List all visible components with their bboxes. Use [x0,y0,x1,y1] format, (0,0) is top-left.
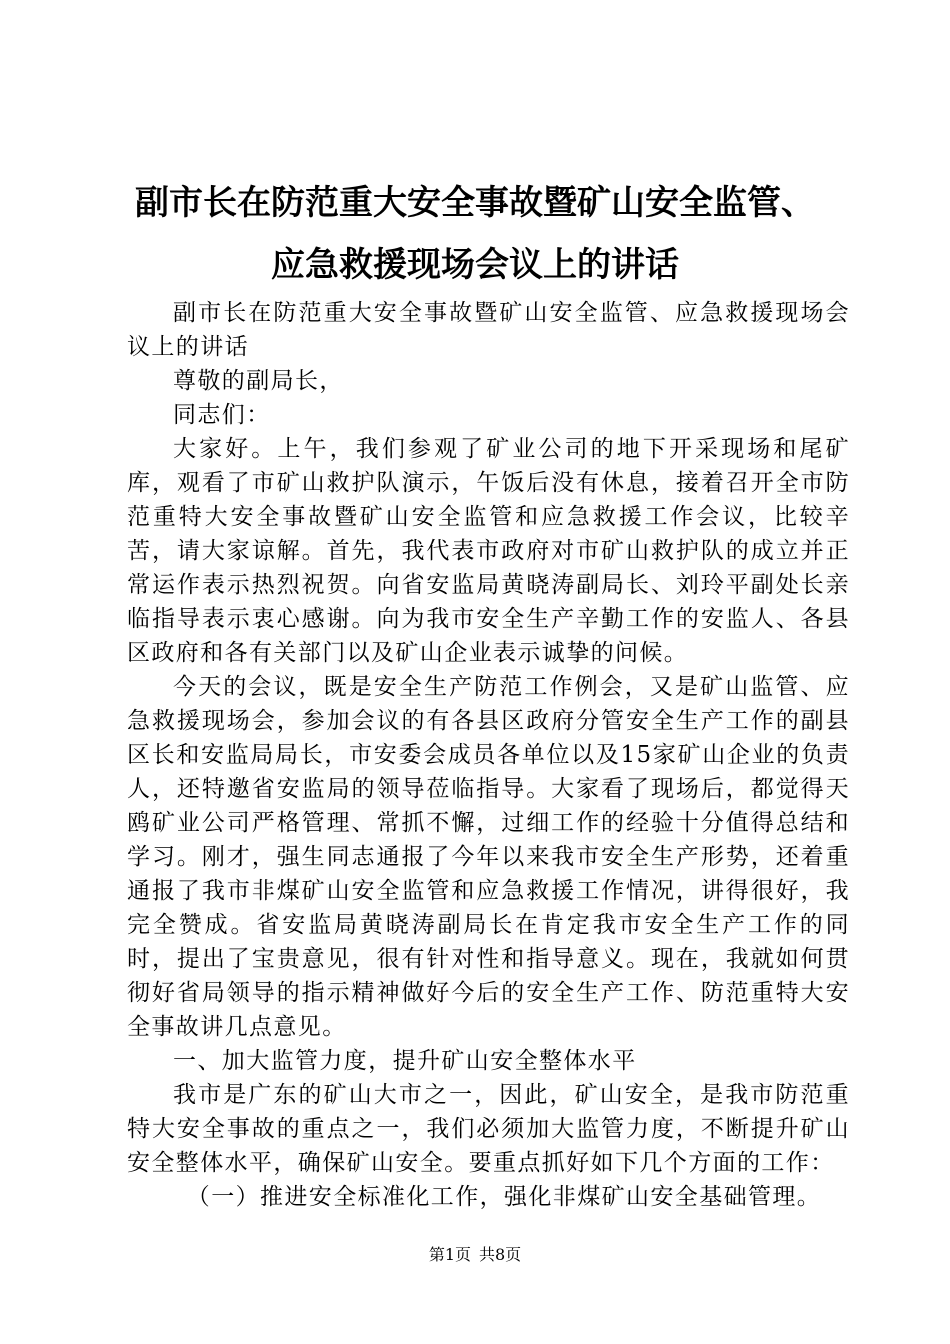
page-footer [0,1245,950,1265]
page-total: 共8页 [479,1245,522,1264]
body-paragraph-subtitle: 副市长在防范重大安全事故暨矿山安全监管、应急救援现场会议上的讲话 [127,300,850,360]
body-paragraph-salutation: 尊敬的副局长， [173,368,344,394]
body-paragraph: 我市是广东的矿山大市之一，因此，矿山安全，是我市防范重特大安全事故的重点之一，我们必须加大监管力度，不断提升矿山安全整体水平，确保矿山安全。要重点抓好如下几个方面的工作： [127,1082,850,1176]
body-paragraph-greeting: 同志们： [173,402,271,428]
subsection-heading: （一）推进安全标准化工作，强化非煤矿山安全基础管理。 [186,1184,822,1210]
document-title-line-1: 副市长在防范重大安全事故暨矿山安全监管、 [135,183,815,223]
document-body [127,296,850,1214]
body-paragraph: 今天的会议，既是安全生产防范工作例会，又是矿山监管、应急救援现场会，参加会议的有各县区政府分管安全生产工作的副县区长和安监局局长，市安委会成员各单位以及15家矿山企业的负责人，还特邀省安监局的领导莅临指导。大家看了现场后，都觉得天鸥矿业公司严格管理、常抓不懈，过细工作的经验十分值得总结和学习。刚才，强生同志通报了今年以来我市安全生产形势，还着重通报了我市非煤矿山安全监管和应急救援工作情况，讲得很好，我完全赞成。省安监局黄晓涛副局长在肯定我市安全生产工作的同时，提出了宝贵意见，很有针对性和指导意义。现在，我就如何贯彻好省局领导的指示精神做好今后的安全生产工作、防范重特大安全事故讲几点意见。 [127,674,850,1040]
page-number: 第1页 [428,1245,471,1264]
body-paragraph: 大家好。上午，我们参观了矿业公司的地下开采现场和尾矿库，观看了市矿山救护队演示，午饭后没有休息，接着召开全市防范重特大安全事故暨矿山安全监管和应急救援工作会议，比较辛苦，请大家谅解。首先，我代表市政府对市矿山救护队的成立并正常运作表示热烈祝贺。向省安监局黄晓涛副局长、刘玲平副处长亲临指导表示衷心感谢。向为我市安全生产辛勤工作的安监人、各县区政府和各有关部门以及矿山企业表示诚挚的问候。 [127,436,850,666]
section-heading: 一、加大监管力度，提升矿山安全整体水平 [173,1048,637,1074]
document-title-line-2: 应急救援现场会议上的讲话 [271,245,679,285]
